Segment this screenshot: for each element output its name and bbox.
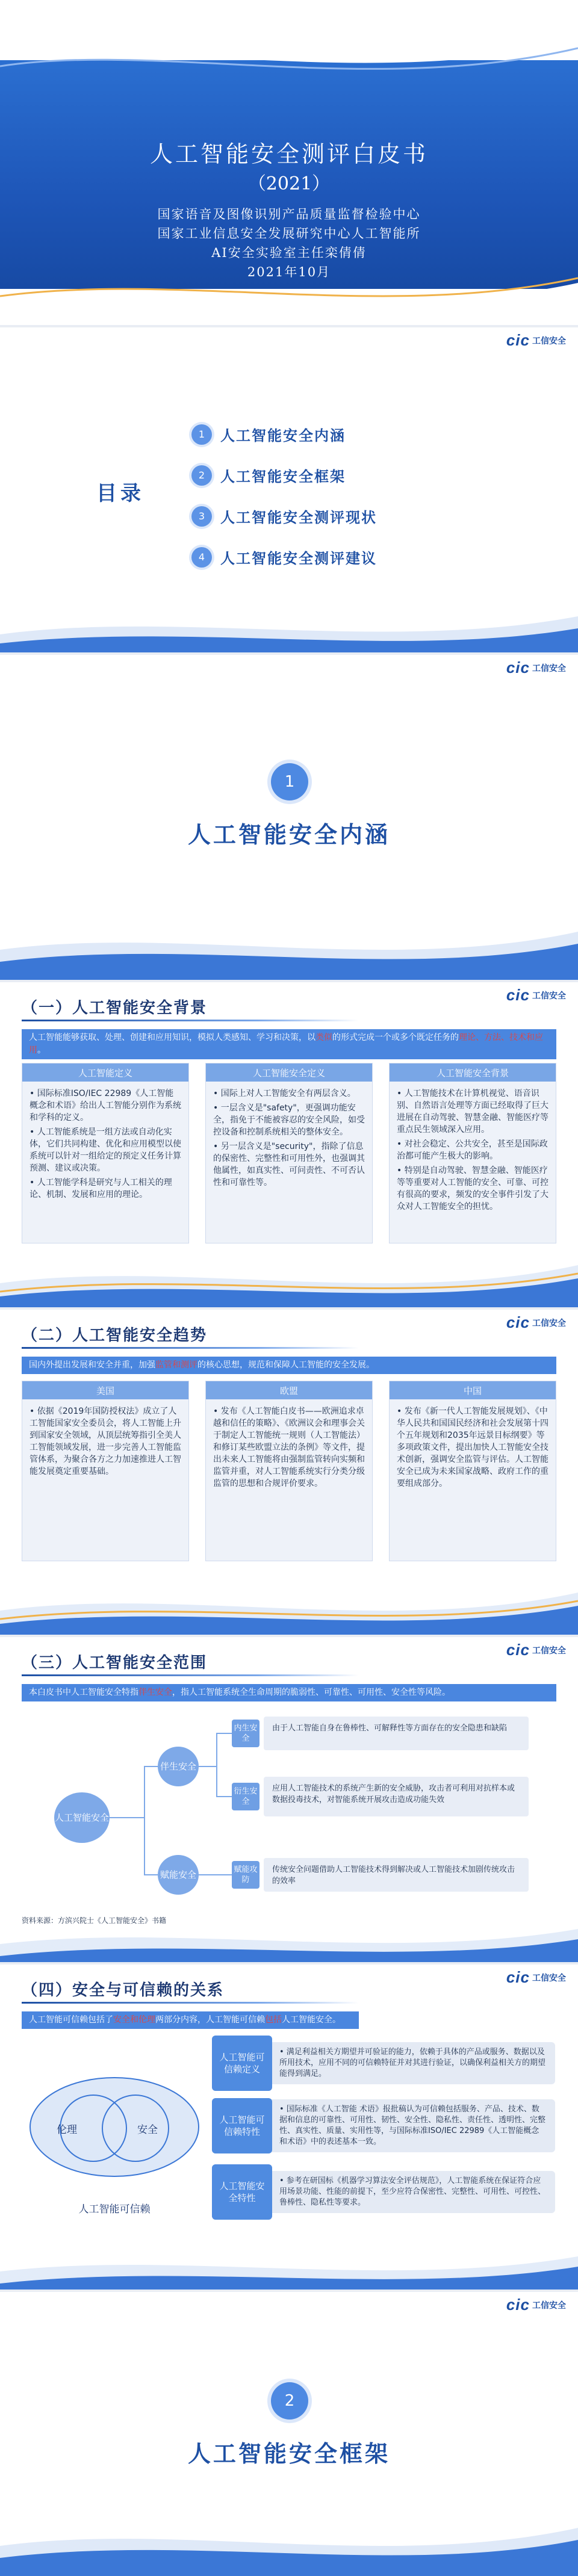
slide-bottom-wave [0,2223,578,2290]
brand-logo: cic 工信安全 [506,1313,566,1331]
cover-org-1: 国家语音及图像识别产品质量监督检验中心 [157,207,421,221]
definition-column: 人工智能定义 • 国际标准ISO/IEC 22989《人工智能概念和术语》给出人工智能分别作为系统和学科的定义。 • 人工智能系统是一组方法或自动化实体，它们共同构建、优化和应用模型以使系统可以针对一组给定的预定义任务计算预测、建议或决策。 • 人工智能学科是研究与人工相关的理论、机制、发展和应用的理论。 [22,1063,189,1243]
toc-label: 人工智能安全测评现状 [220,509,377,526]
scope-branch-enabling: 赋能安全 [158,1855,199,1895]
slide-title: （二）人工智能安全趋势 [22,1327,208,1345]
section-number: 1 [271,763,308,800]
slide-bottom-wave [0,1896,578,1962]
background-column: 人工智能安全背景 • 人工智能技术在计算机视觉、语音识别、自然语言处理等方面已经取得了巨大进展在自动驾驶、智慧金融、智能医疗等重点民生领域深入应用。 • 对社会稳定、公共安全，甚至是国际政治都可能产生极大的影响。 • 特别是自动驾驶、智慧金融、智能医疗等等重要对人工智能的安全、可靠、可控有很高的要求，频发的安全事件引发了大众对人工智能安全的担忧。 [389,1063,556,1243]
scope-branch-companion: 伴生安全 [158,1747,199,1786]
intro-bar: 国内外提出发展和安全并重，加强监管和测评的核心思想，规范和保障人工智能的安全发展。 [22,1357,556,1374]
relation-row-security-features: 人工智能安全特性 • 参考在研国标《机器学习算法安全评估规范》，人工智能系统在保证符合应用场景功能、性能的前提下，至少应符合保密性、完整性、可用性、可控性、鲁棒性、隐私性等要求。 [212,2164,555,2220]
tag-enabling-attack-defense: 赋能攻防 [232,1861,259,1889]
title-underline [22,1020,359,1021]
intro-bar: 人工智能能够获取、处理、创建和应用知识，模拟人类感知、学习和决策，以类似的形式完成一个或多个既定任务的理论、方法、技术和应用。 [22,1029,556,1059]
intro-bar: 本白皮书中人工智能安全特指伴生安全，指人工智能系统全生命周期的脆弱性、可靠性、可用性、安全性等风险。 [22,1684,556,1701]
brand-logo: cic 工信安全 [506,331,566,349]
section-title: 人工智能安全框架 [187,2441,390,2467]
toc-number: 4 [191,547,212,568]
toc-label: 人工智能安全内涵 [220,427,346,444]
derived-security-text: 应用人工智能技术的系统产生新的安全威胁，攻击者可利用对抗样本或数据投毒技术，对智能系统开展攻击造成功能失效 [264,1777,529,1816]
scope-root-node: 人工智能安全 [54,1792,110,1843]
toc-item-4[interactable] [191,546,377,568]
brand-logo: cic 工信安全 [506,2296,566,2314]
toc-item-2[interactable] [191,465,346,486]
cover-slide [0,0,578,325]
section-2-slide [0,2292,578,2576]
trend-slide [0,1310,578,1635]
usa-column: 美国 • 依据《2019年国防授权法》成立了人工智能国家安全委员会，将人工智能上升到国家安全领域，从顶层统筹指引全美人工智能领域发展，进一步完善人工智能监管体系，为聚合各方之力加速推进人工智能发展奠定重要基础。 [22,1381,189,1561]
relation-slide [0,1965,578,2290]
cover-org-3: AI安全实验室主任栾倩倩 [211,246,367,260]
slide-bottom-wave [0,1241,578,1307]
venn-right-label: 安全 [137,2124,158,2136]
slide-title: （三）人工智能安全范围 [22,1654,208,1672]
toc-slide [0,327,578,652]
relation-row-definition: 人工智能可信赖定义 • 满足利益相关方期望并可验证的能力，依赖于具体的产品或服务、数据以及所用技术，应用不同的可信赖特征并对其进行验证，以确保利益相关方的期望能得到满足。 [212,2036,555,2091]
toc-bottom-wave [0,586,578,652]
title-underline [22,2002,359,2004]
toc-number: 2 [191,465,212,486]
cover-date: 2021年10月 [247,265,331,279]
toc-title: 目录 [96,481,144,506]
scope-slide [0,1637,578,1962]
enabling-security-text: 传统安全问题借助人工智能技术得到解决或人工智能技术加剧传统攻击的效率 [264,1858,529,1892]
section-title: 人工智能安全内涵 [187,822,390,848]
brand-logo: cic 工信安全 [506,1968,566,1986]
slide-title: （一）人工智能安全背景 [22,999,208,1017]
brand-logo: cic 工信安全 [506,986,566,1004]
toc-number: 1 [191,424,212,445]
slide-title: （四）安全与可信赖的关系 [22,1981,225,1999]
cover-top-wave [0,0,578,114]
eu-column: 欧盟 • 发布《人工智能白皮书——欧洲追求卓越和信任的策略》、《欧洲议会和理事会关于制定人工智能统一规则（人工智能法）和修订某些欧盟立法的条例》等文件，提出未来人工智能将由强制监管转向实频和监管并重，对人工智能系统实行分类分级监管的思想和合规评价要求。 [205,1381,373,1561]
tag-inherent-security: 内生安全 [232,1720,259,1747]
toc-item-3[interactable] [191,506,377,527]
toc-item-1[interactable] [191,424,346,445]
venn-outer-label: 人工智能可信赖 [78,2203,151,2215]
title-underline [22,1347,359,1349]
venn-left-label: 伦理 [57,2124,77,2136]
section-bottom-wave [0,914,578,980]
toc-label: 人工智能安全测评建议 [220,550,377,567]
tag-derived-security: 衍生安全 [232,1783,259,1810]
source-note: 资料来源：方滨兴院士《人工智能安全》书籍 [22,1916,167,1925]
cover-year: （2021） [247,173,331,194]
inherent-security-text: 由于人工智能自身在鲁棒性、可解释性等方面存在的安全隐患和缺陷 [264,1717,529,1750]
section-bottom-wave [0,2510,578,2576]
background-slide [0,982,578,1307]
toc-label: 人工智能安全框架 [220,468,346,485]
slide-bottom-wave [0,1568,578,1635]
intro-bar: 人工智能可信赖包括了安全和伦理两部分内容，人工智能可信赖包括人工智能安全。 [22,2011,359,2029]
toc-number: 3 [191,506,212,527]
security-definition-column: 人工智能安全定义 • 国际上对人工智能安全有两层含义。 • 一层含义是"safety"，更强调功能安全，指免于不能被容忍的安全风险，如受控设备和控制系统相关的整体安全。 • 另一层含义是"security"，指除了信息的保密性、完整性和可用性外，也强调其他属性，如真实性、可问责性、不可否认性和可靠性等。 [205,1063,373,1243]
cover-title: 人工智能安全测评白皮书 [149,141,428,167]
cover-org-2: 国家工业信息安全发展研究中心人工智能所 [157,226,421,241]
venn-diagram [24,2073,205,2211]
relation-row-trust-features: 人工智能可信赖特性 • 国际标准《人工智能 术语》报批稿认为可信赖包括服务、产品、技术、数据和信息的可靠性、可用性、韧性、安全性、隐私性、责任性、透明性、完整性、真实性、质量、实用性等，与国际标准ISO/IEC 22989《人工智能概念和术语》中的表述基本一致。 [212,2098,555,2153]
section-number: 2 [271,2382,308,2420]
china-column: 中国 • 发布《新一代人工智能发展规划》、《中华人民共和国国民经济和社会发展第十四个五年规划和2035年远景目标纲要》等多项政策文件，提出加快人工智能安全技术创新，强调安全监管与评估。人工智能安全已成为未来国家战略、政府工作的重要组成部分。 [389,1381,556,1561]
section-1-slide [0,655,578,980]
brand-logo: cic 工信安全 [506,658,566,677]
brand-logo: cic 工信安全 [506,1641,566,1659]
